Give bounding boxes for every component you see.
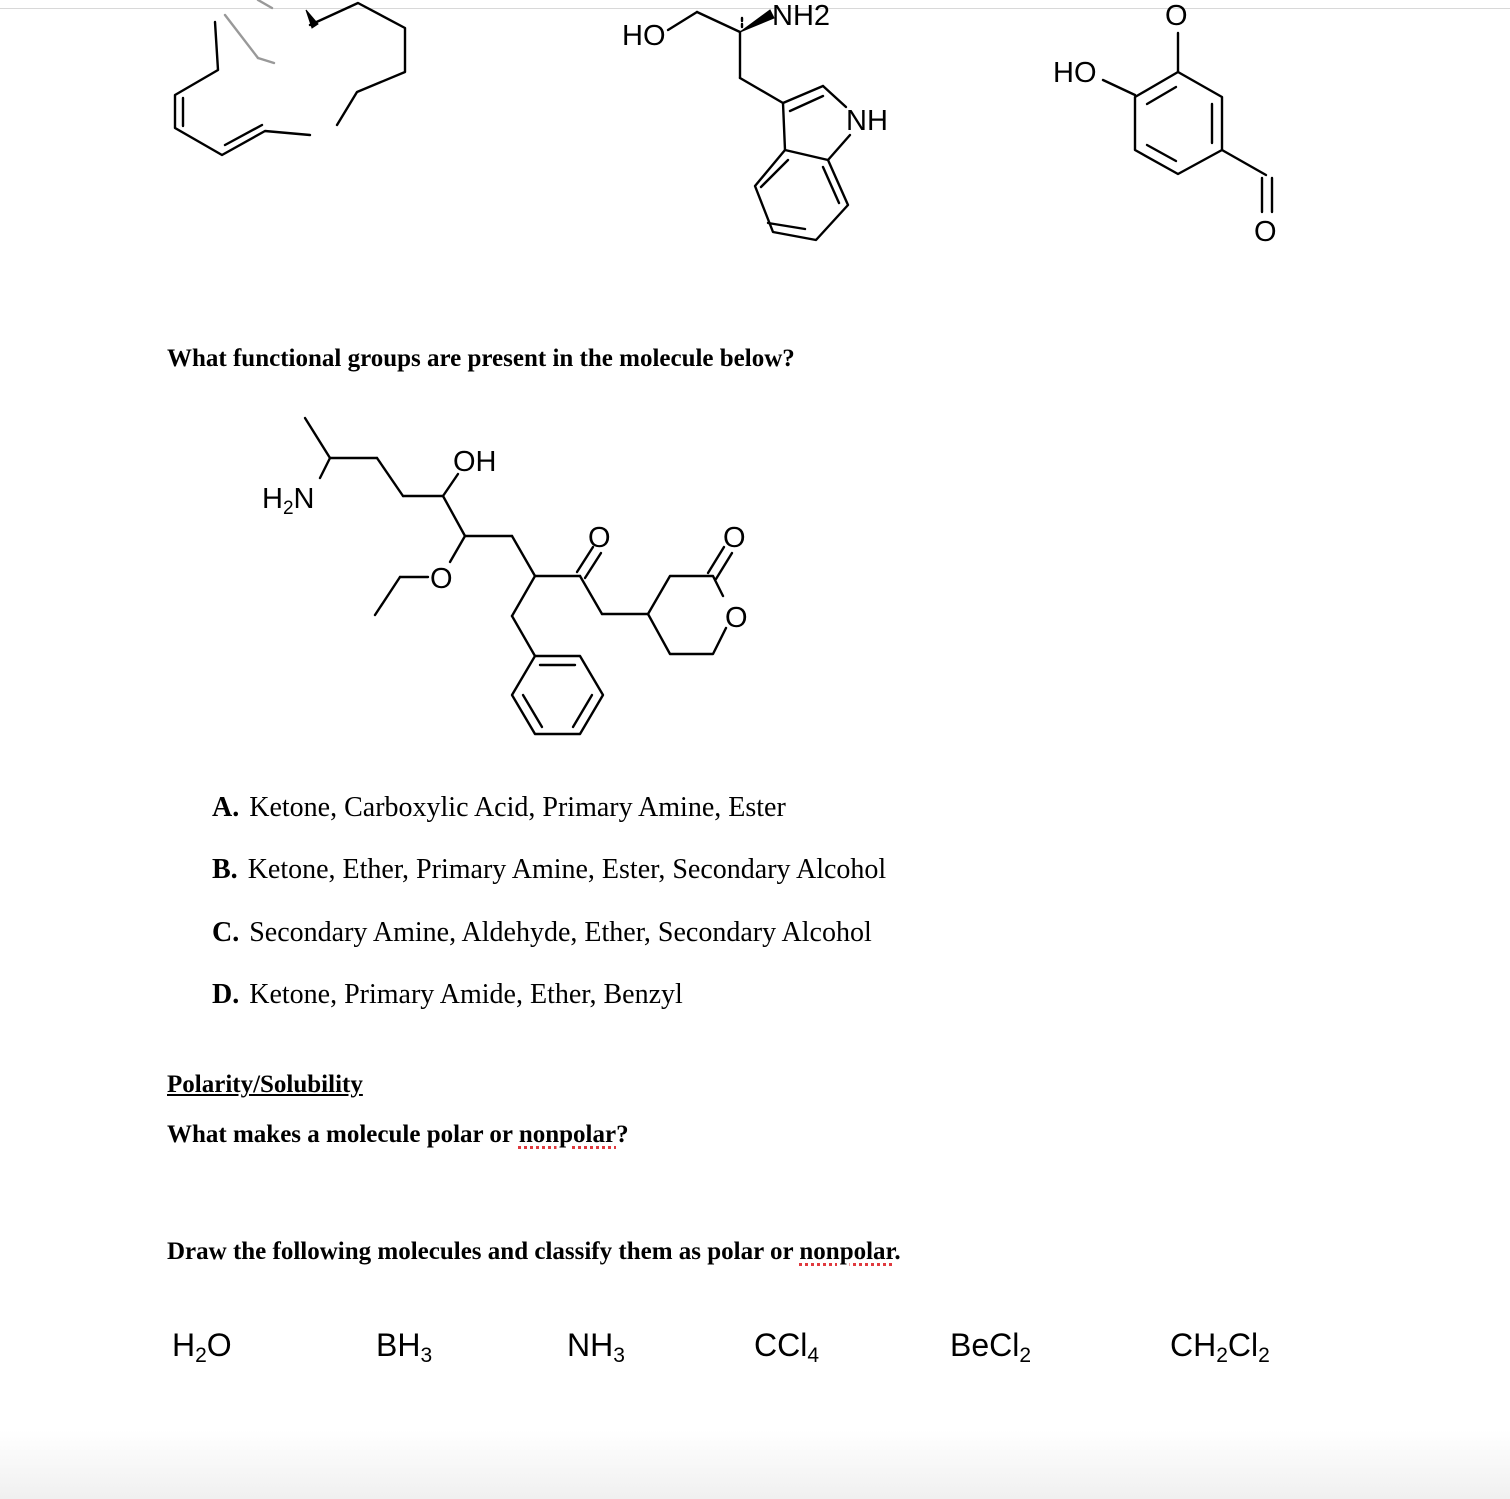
tryptophan-amine-label: NH2 xyxy=(772,0,831,32)
option-d-letter: D. xyxy=(212,979,240,1010)
molecule-ester-carbonyl-oxygen: O xyxy=(723,522,746,554)
bottom-fade xyxy=(0,1430,1510,1499)
spellcheck-word[interactable]: nonpolar xyxy=(518,1121,617,1148)
question-polarity xyxy=(167,1121,629,1149)
question-draw-molecules xyxy=(167,1238,901,1266)
option-b[interactable] xyxy=(212,854,886,886)
tryptophan-nh-label: NH xyxy=(846,105,888,137)
tryptophan-ho-label: HO xyxy=(622,20,666,52)
formula-ch2cl2: $CH_2Cl_2$ xyxy=(1170,1327,1270,1367)
aldehyde-top-oxygen: O xyxy=(1165,0,1188,32)
option-c-letter: C. xyxy=(212,917,240,948)
formula-becl2: BeCl$_2$ xyxy=(950,1327,1032,1367)
question-draw-prefix: Draw the following molecules and classify them as polar or xyxy=(167,1238,800,1265)
option-d-text: Ketone, Primary Amide, Ether, Benzyl xyxy=(249,979,683,1010)
question-polarity-suffix: ? xyxy=(616,1121,629,1148)
option-d[interactable] xyxy=(212,979,683,1011)
formula-nh3: $NH_3$ xyxy=(567,1327,625,1367)
top-left-structure xyxy=(175,0,405,155)
molecule-amine-label: $H_2N$ xyxy=(262,483,315,519)
question-polarity-prefix: What makes a molecule polar or xyxy=(167,1121,519,1148)
formula-h2o: $H_2O$ xyxy=(172,1327,232,1367)
molecule-hydroxyl-label: OH xyxy=(453,446,497,478)
aldehyde-bottom-oxygen: O xyxy=(1254,216,1277,248)
spellcheck-word[interactable]: nonpolar xyxy=(799,1238,895,1265)
molecule-ester-ring-oxygen: O xyxy=(725,602,748,634)
tryptophan-structure xyxy=(622,0,888,240)
formula-ccl4: CCl$_4$ xyxy=(754,1327,820,1367)
question-draw-suffix: . xyxy=(894,1238,901,1265)
question-molecule xyxy=(262,418,748,734)
aromatic-aldehyde-structure xyxy=(1053,0,1277,248)
option-b-text: Ketone, Ether, Primary Amine, Ester, Secondary Alcohol xyxy=(247,854,887,885)
molecule-ether-oxygen: O xyxy=(430,563,453,595)
option-a[interactable] xyxy=(212,792,786,824)
option-c[interactable] xyxy=(212,917,872,949)
option-b-letter: B. xyxy=(212,854,238,885)
formula-bh3: $BH_3$ xyxy=(376,1327,433,1367)
section-heading-polarity: Polarity/Solubility xyxy=(167,1071,363,1098)
aldehyde-ho-label: HO xyxy=(1053,57,1097,89)
molecule-ketone-oxygen: O xyxy=(588,522,611,554)
option-a-text: Ketone, Carboxylic Acid, Primary Amine, Ester xyxy=(249,792,786,823)
option-c-text: Secondary Amine, Aldehyde, Ether, Secondary Alcohol xyxy=(249,917,872,948)
question-functional-groups: What functional groups are present in the molecule below? xyxy=(167,345,795,372)
option-a-letter: A. xyxy=(212,792,240,823)
